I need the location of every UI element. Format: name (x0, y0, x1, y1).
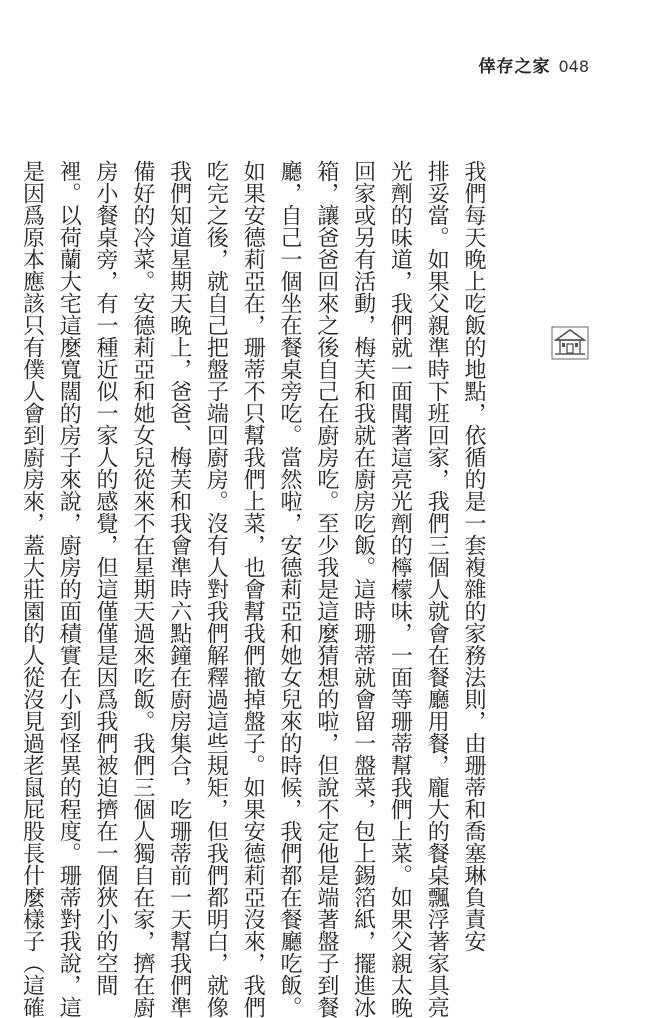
text-column: 箱，讓爸爸回來之後自己在廚房吃。至少我是這麼猜想的啦，但說不定他是端著盤子到餐 (313, 160, 339, 1018)
text-column: 排妥當。如果父親準時下班回家，我們三個人就會在餐廳用餐，龐大的餐桌飄浮著家具亮 (424, 160, 450, 1018)
text-column: 是因爲原本應該只有僕人會到廚房來，蓋大莊園的人從沒見過老鼠屁股長什麼樣子（這確 (19, 160, 45, 1018)
house-icon (551, 326, 589, 360)
text-column: 廳，自己一個坐在餐桌旁吃。當然啦，安德莉亞和她女兒來的時候，我們都在餐廳吃飯。 (277, 160, 303, 1018)
text-column: 如果安德莉亞在，珊蒂不只幫我們上菜，也會幫我們撤掉盤子。如果安德莉亞沒來，我們 (240, 160, 266, 1018)
text-column: 備好的冷菜。安德莉亞和她女兒從來不在星期天過來吃飯。我們三個人獨自在家，擠在廚 (129, 160, 155, 1018)
text-column: 光劑的味道，我們就一面聞著這亮光劑的檸檬味，一面等珊蒂幫我們上菜。如果父親太晚 (387, 160, 413, 1018)
text-column: 吃完之後，就自己把盤子端回廚房。沒有人對我們解釋過這些規矩，但我們都明白，就像 (203, 160, 229, 1018)
book-title: 倖存之家 (478, 57, 551, 77)
running-header (478, 52, 589, 77)
page-number: 048 (558, 57, 589, 76)
text-column: 回家或另有活動，梅芙和我就在廚房吃飯。這時珊蒂就會留一盤菜，包上錫箔紙，擺進冰 (350, 160, 376, 1018)
text-column: 我們每天晚上吃飯的地點，依循的是一套複雜的家務法則，由珊蒂和喬塞琳負責安 (461, 160, 486, 952)
text-column: 我們知道星期天晚上，爸爸、梅芙和我會準時六點鐘在廚房集合，吃珊蒂前一天幫我們準 (166, 160, 192, 1018)
text-column: 房小餐桌旁，有一種近似一家人的感覺，但這僅僅是因爲我們被迫擠在一個狹小的空間 (93, 160, 119, 996)
body-text (13, 160, 491, 1018)
text-column: 裡。以荷蘭大宅這麼寬闊的房子來說，廚房的面積實在小到怪異的程度。珊蒂對我說，這 (56, 160, 82, 1018)
